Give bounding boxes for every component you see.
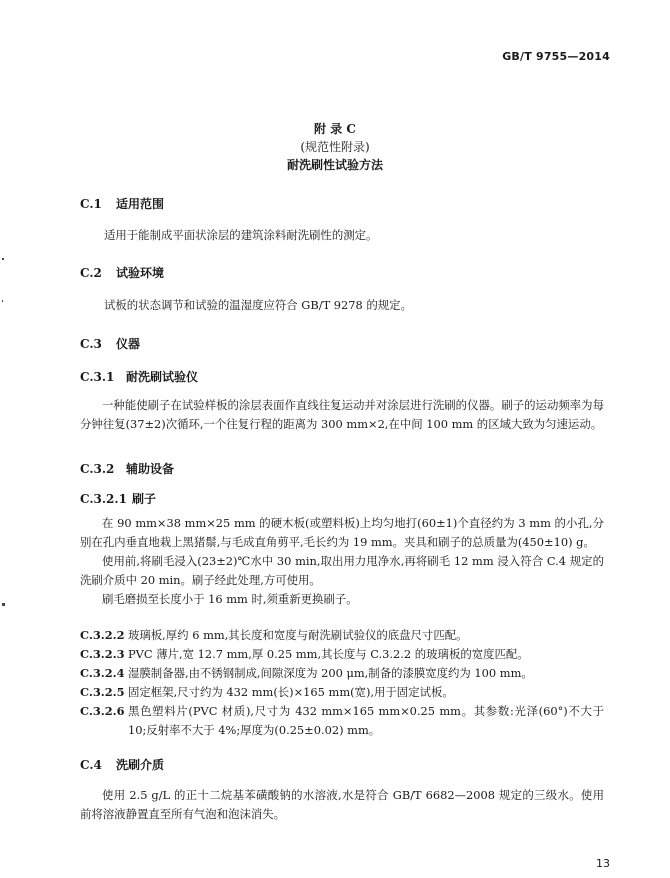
list-item [80,683,604,702]
appendix-subtitle: (规范性附录) [300,140,370,154]
item-text: 黑色塑料片(PVC 材质),尺寸为 432 mm×165 mm×0.25 mm。其参数:光泽(60°)不大于 10;反射率不大于 4%;厚度为(0.25±0.02) mm。 [128,704,604,737]
paragraph: 试板的状态调节和试验的温湿度应符合 GB/T 9278 的规定。 [104,298,412,312]
appendix-name: 耐洗刷性试验方法 [286,158,383,172]
section-heading-c1 [80,195,164,212]
section-text-c31 [80,396,604,434]
section-title: 刷子 [132,492,157,506]
paragraph: 使用 2.5 g/L 的正十二烷基苯磺酸钠的水溶液,水是符合 GB/T 6682—2008 规定的三级水。使用前将溶液静置直至所有气泡和泡沫消失。 [80,788,604,821]
section-title: 耐洗刷试验仪 [126,370,199,384]
page-number: 13 [596,857,610,870]
section-text-c1 [104,226,604,245]
section-number: C.1 [80,197,102,211]
scan-speck [2,258,4,260]
section-heading-c2 [80,264,164,281]
item-number: C.3.2.4 [80,666,125,680]
section-heading-c3 [80,335,140,352]
paragraph: 刷毛磨损至长度小于 16 mm 时,须重新更换刷子。 [102,592,358,606]
section-heading-c32 [80,460,174,477]
section-number: C.3.2.1 [80,492,127,506]
item-text: 湿膜制备器,由不锈钢制成,间隙深度为 200 μm,制备的漆膜宽度约为 100 mm。 [128,666,533,680]
scan-speck [2,300,3,302]
list-item [80,645,604,664]
list-item [80,664,604,683]
section-title: 试验环境 [116,266,165,280]
section-number: C.3.1 [80,370,115,384]
item-number: C.3.2.3 [80,647,125,661]
section-title: 适用范围 [116,197,165,211]
section-number: C.2 [80,266,102,280]
appendix-title: 附 录 C [314,122,356,136]
section-text-c2 [104,296,604,315]
section-heading-c31 [80,368,198,385]
item-number: C.3.2.2 [80,628,125,642]
section-title: 仪器 [116,337,141,351]
item-number: C.3.2.5 [80,685,125,699]
equipment-list [80,626,604,740]
section-title: 洗刷介质 [116,758,165,772]
section-number: C.4 [80,758,102,772]
list-item [80,626,604,645]
document-code: GB/T 9755—2014 [502,50,610,63]
section-text-c4 [80,786,604,824]
paragraph: 一种能使刷子在试验样板的涂层表面作直线往复运动并对涂层进行洗刷的仪器。刷子的运动频率为每分钟往复(37±2)次循环,一个往复行程的距离为 300 mm×2,在中间 100 mm 的区域大致为匀速运动。 [80,398,604,431]
section-number: C.3.2 [80,462,115,476]
section-number: C.3 [80,337,102,351]
item-number: C.3.2.6 [80,704,125,718]
section-text-c321 [80,514,604,609]
section-heading-c4 [80,756,164,773]
item-text: 固定框架,尺寸约为 432 mm(长)×165 mm(宽),用于固定试板。 [128,685,454,699]
item-text: 玻璃板,厚约 6 mm,其长度和宽度与耐洗刷试验仪的底盘尺寸匹配。 [128,628,468,642]
item-text: PVC 薄片,宽 12.7 mm,厚 0.25 mm,其长度与 C.3.2.2 的玻璃板的宽度匹配。 [128,647,529,661]
paragraph: 使用前,将刷毛浸入(23±2)℃水中 30 min,取出用力甩净水,再将刷毛 12 mm 浸入符合 C.4 规定的洗刷介质中 20 min。刷子经此处理,方可使用。 [80,554,604,587]
section-title: 辅助设备 [126,462,175,476]
paragraph: 在 90 mm×38 mm×25 mm 的硬木板(或塑料板)上均匀地打(60±1)个直径约为 3 mm 的小孔,分别在孔内垂直地栽上黑猪鬃,与毛成直角剪平,毛长约为 19 mm。夹具和刷子的总质量为(450±10) g。 [80,516,604,549]
section-heading-c321 [80,490,156,507]
scan-speck [2,603,5,606]
list-item [80,702,604,740]
paragraph: 适用于能制成平面状涂层的建筑涂料耐洗刷性的测定。 [104,228,378,242]
